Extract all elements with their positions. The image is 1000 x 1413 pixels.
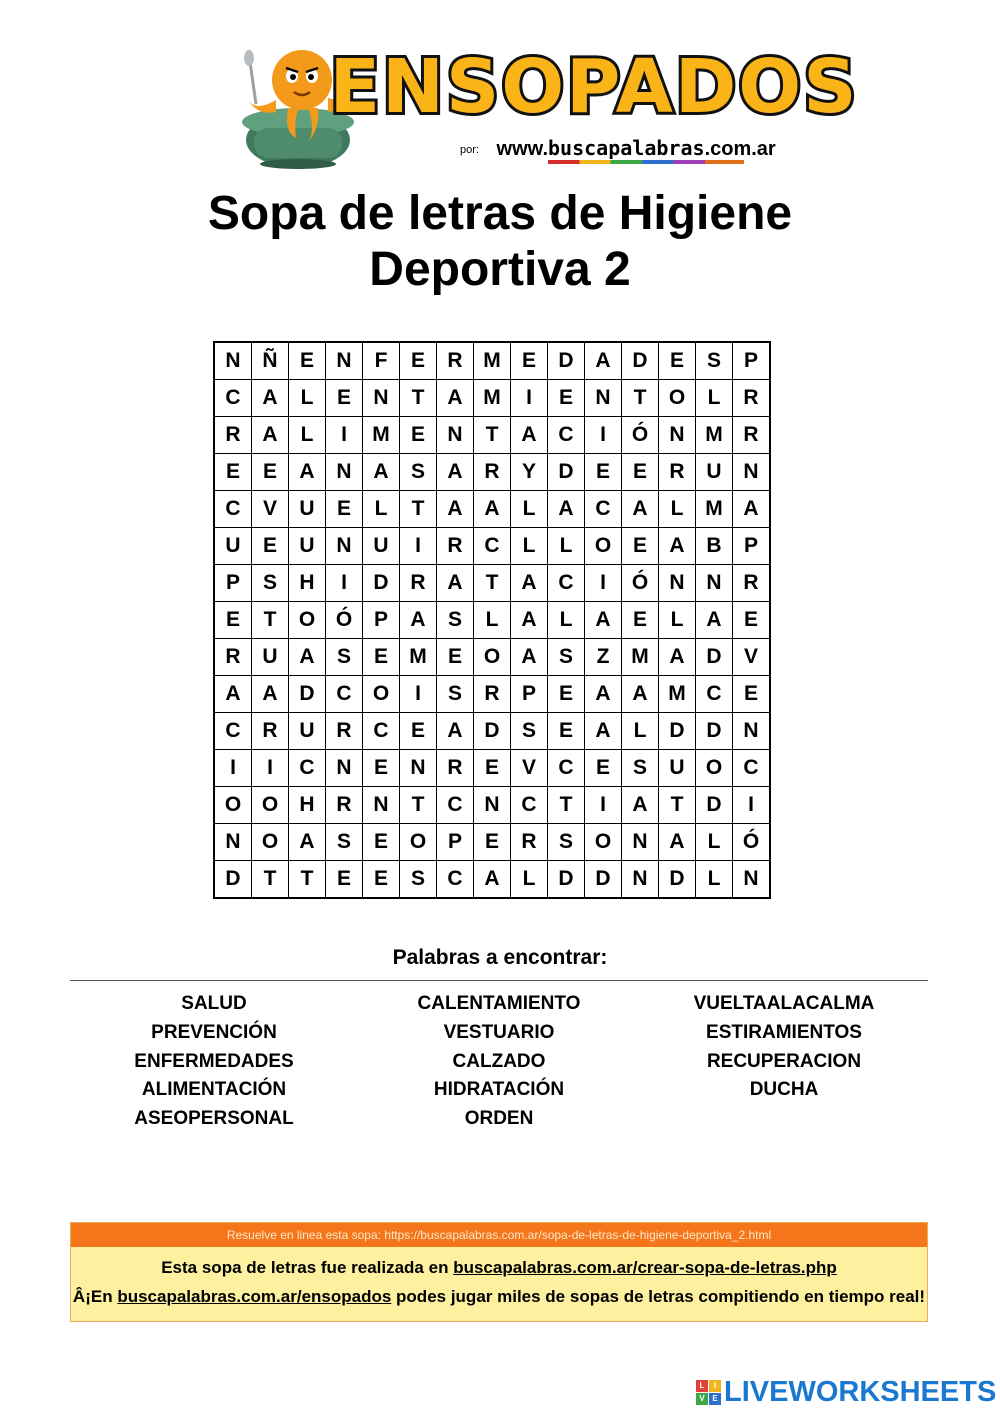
grid-cell[interactable]: N [622,861,659,899]
byline-color-stripe [548,160,744,164]
grid-cell[interactable]: D [696,639,733,676]
grid-cell[interactable]: U [289,528,326,565]
grid-cell[interactable]: R [733,565,771,602]
grid-cell[interactable]: P [511,676,548,713]
grid-cell[interactable]: E [400,713,437,750]
site-byline [460,136,776,161]
grid-cell[interactable]: C [733,750,771,787]
grid-cell[interactable]: A [622,787,659,824]
grid-row [214,639,770,676]
grid-cell[interactable]: H [289,787,326,824]
grid-cell[interactable]: C [289,750,326,787]
grid-cell[interactable]: I [214,750,252,787]
grid-cell[interactable]: A [252,417,289,454]
grid-cell[interactable]: D [289,676,326,713]
tile-4: E [709,1393,721,1405]
divider [70,980,928,981]
word-item: CALENTAMIENTO [417,993,581,1014]
grid-cell[interactable]: M [622,639,659,676]
liveworksheets-tiles-icon [696,1380,722,1406]
footer-box [70,1222,928,1322]
tile-2: I [709,1380,721,1392]
grid-cell[interactable]: N [363,787,400,824]
grid-cell[interactable]: B [696,528,733,565]
grid-cell[interactable]: N [733,713,771,750]
grid-cell[interactable]: S [696,342,733,380]
grid-cell[interactable]: O [400,824,437,861]
grid-cell[interactable]: A [511,639,548,676]
grid-cell[interactable]: O [363,676,400,713]
grid-cell[interactable]: T [252,861,289,899]
word-item: DUCHA [749,1079,819,1101]
grid-cell[interactable]: A [437,713,474,750]
grid-cell[interactable]: A [400,602,437,639]
grid-cell[interactable]: N [214,342,252,380]
grid-cell[interactable]: E [622,602,659,639]
grid-cell[interactable]: R [733,417,771,454]
grid-cell[interactable]: E [622,528,659,565]
grid-cell[interactable]: C [548,750,585,787]
title-line-2: Deportiva 2 [369,243,631,296]
grid-cell[interactable]: D [548,454,585,491]
grid-cell[interactable]: I [400,676,437,713]
grid-cell[interactable]: S [511,713,548,750]
grid-cell[interactable]: I [252,750,289,787]
grid-cell[interactable]: Z [585,639,622,676]
word-column-2 [349,990,649,1134]
grid-cell[interactable]: I [326,565,363,602]
grid-cell[interactable]: P [437,824,474,861]
grid-cell[interactable]: C [548,565,585,602]
word-item: VESTUARIO [443,1021,555,1043]
grid-cell[interactable]: A [585,342,622,380]
footer-line-1 [71,1258,927,1278]
grid-cell[interactable]: A [252,676,289,713]
grid-cell[interactable]: S [326,824,363,861]
byline-tld: .com.ar [704,138,776,160]
grid-cell[interactable]: S [400,861,437,899]
grid-cell[interactable]: A [437,454,474,491]
grid-cell[interactable]: E [326,491,363,528]
grid-cell[interactable]: C [214,491,252,528]
grid-cell[interactable]: U [696,454,733,491]
grid-cell[interactable]: R [326,713,363,750]
grid-cell[interactable]: S [252,565,289,602]
grid-cell[interactable]: M [400,639,437,676]
grid-cell[interactable]: E [252,454,289,491]
online-solve-link[interactable]: Resuelve en linea esta sopa: https://buscapalabras.com.ar/sopa-de-letras-de-higiene-deportiva_2.html [71,1223,927,1247]
grid-cell[interactable]: U [214,528,252,565]
grid-cell[interactable]: I [733,787,771,824]
ensopados-link[interactable]: buscapalabras.com.ar/ensopados [117,1287,392,1306]
grid-cell[interactable]: N [326,750,363,787]
grid-cell[interactable]: A [214,676,252,713]
grid-cell[interactable]: S [437,602,474,639]
grid-cell[interactable]: A [622,491,659,528]
grid-cell[interactable]: D [696,713,733,750]
grid-cell[interactable]: A [437,380,474,417]
title-line-1: Sopa de letras de Higiene [207,187,793,240]
word-item: ORDEN [464,1108,534,1130]
footer-line-2-suffix: podes jugar miles de sopas de letras compitiendo en tiempo real! [391,1287,926,1306]
grid-cell[interactable]: E [585,750,622,787]
grid-cell[interactable]: O [252,787,289,824]
grid-row [214,676,770,713]
grid-cell[interactable]: R [252,713,289,750]
grid-cell[interactable]: A [548,491,585,528]
word-column-3 [634,990,934,1105]
grid-cell[interactable]: R [326,787,363,824]
grid-cell[interactable]: U [659,750,696,787]
grid-cell[interactable]: R [474,454,511,491]
grid-row [214,454,770,491]
grid-cell[interactable]: T [474,565,511,602]
grid-cell[interactable]: R [437,342,474,380]
grid-cell[interactable]: A [363,454,400,491]
grid-cell[interactable]: N [733,454,771,491]
grid-cell[interactable]: D [696,787,733,824]
grid-cell[interactable]: A [474,491,511,528]
grid-cell[interactable]: R [214,639,252,676]
grid-cell[interactable]: N [214,824,252,861]
grid-cell[interactable]: P [214,565,252,602]
grid-cell[interactable]: C [214,713,252,750]
grid-row [214,861,770,899]
grid-cell[interactable]: I [511,380,548,417]
grid-cell[interactable]: A [622,676,659,713]
create-puzzle-link[interactable]: buscapalabras.com.ar/crear-sopa-de-letras.php [453,1258,837,1277]
grid-row [214,380,770,417]
grid-cell[interactable]: E [363,750,400,787]
grid-cell[interactable]: A [289,824,326,861]
footer-line-2 [71,1287,927,1307]
word-item: ALIMENTACIÓN [141,1079,287,1101]
grid-cell[interactable]: C [437,861,474,899]
grid-cell[interactable]: R [400,565,437,602]
grid-cell[interactable]: N [326,528,363,565]
grid-cell[interactable]: O [474,639,511,676]
grid-cell[interactable]: P [733,342,771,380]
word-item: SALUD [181,993,247,1014]
grid-cell[interactable]: O [659,380,696,417]
grid-cell[interactable]: Ó [622,565,659,602]
grid-cell[interactable]: E [548,713,585,750]
grid-cell[interactable]: C [214,380,252,417]
grid-cell[interactable]: E [400,342,437,380]
grid-cell[interactable]: D [548,861,585,899]
grid-cell[interactable]: M [659,676,696,713]
grid-cell[interactable]: D [548,342,585,380]
grid-cell[interactable]: A [733,491,771,528]
grid-cell[interactable]: A [659,824,696,861]
grid-cell[interactable]: T [252,602,289,639]
grid-cell[interactable]: E [214,454,252,491]
grid-cell[interactable]: T [400,787,437,824]
grid-cell[interactable]: U [363,528,400,565]
grid-cell[interactable]: M [474,380,511,417]
grid-row [214,750,770,787]
liveworksheets-text: LIVEWORKSHEETS [724,1376,997,1408]
grid-cell[interactable]: E [511,342,548,380]
grid-row [214,602,770,639]
grid-cell[interactable]: E [548,380,585,417]
grid-cell[interactable]: Ó [733,824,771,861]
grid-cell[interactable]: A [252,380,289,417]
grid-cell[interactable]: D [363,565,400,602]
grid-cell[interactable]: A [696,602,733,639]
word-item: HIDRATACIÓN [433,1079,565,1101]
grid-cell[interactable]: T [400,491,437,528]
grid-cell[interactable]: E [289,342,326,380]
grid-cell[interactable]: N [659,565,696,602]
grid-cell[interactable]: R [214,417,252,454]
grid-cell[interactable]: R [437,528,474,565]
grid-cell[interactable]: A [585,713,622,750]
grid-cell[interactable]: L [363,491,400,528]
grid-cell[interactable]: D [585,861,622,899]
grid-cell[interactable]: D [474,713,511,750]
grid-cell[interactable]: I [585,787,622,824]
grid-cell[interactable]: N [733,861,771,899]
grid-cell[interactable]: O [289,602,326,639]
word-column-1 [64,990,364,1134]
grid-cell[interactable]: N [437,417,474,454]
word-item: VUELTAALACALMA [693,993,875,1014]
grid-cell[interactable]: L [622,713,659,750]
grid-cell[interactable]: R [659,454,696,491]
grid-cell[interactable]: I [585,565,622,602]
grid-cell[interactable]: N [622,824,659,861]
grid-cell[interactable]: A [474,861,511,899]
grid-cell[interactable]: R [474,676,511,713]
grid-cell[interactable]: S [548,824,585,861]
grid-cell[interactable]: E [363,639,400,676]
grid-cell[interactable]: R [511,824,548,861]
grid-cell[interactable]: D [659,713,696,750]
footer-line-2-prefix: Â¡En [72,1287,118,1306]
grid-cell[interactable]: T [548,787,585,824]
grid-cell[interactable]: L [659,602,696,639]
grid-cell[interactable]: C [474,528,511,565]
grid-cell[interactable]: E [437,639,474,676]
grid-cell[interactable]: A [289,639,326,676]
grid-cell[interactable]: A [659,528,696,565]
grid-cell[interactable]: S [400,454,437,491]
grid-cell[interactable]: L [548,528,585,565]
grid-cell[interactable]: E [474,750,511,787]
word-item: RECUPERACION [706,1050,862,1072]
grid-cell[interactable]: M [696,417,733,454]
grid-cell[interactable]: V [733,639,771,676]
grid-cell[interactable]: N [400,750,437,787]
grid-cell[interactable]: P [733,528,771,565]
grid-cell[interactable]: O [214,787,252,824]
grid-cell[interactable]: C [696,676,733,713]
grid-cell[interactable]: C [363,713,400,750]
grid-cell[interactable]: F [363,342,400,380]
grid-cell[interactable]: Ó [326,602,363,639]
grid-cell[interactable]: L [548,602,585,639]
grid-cell[interactable]: U [289,713,326,750]
grid-row [214,342,770,380]
word-item: PREVENCIÓN [151,1021,277,1043]
grid-cell[interactable]: D [214,861,252,899]
grid-cell[interactable]: E [326,380,363,417]
word-item: ESTIRAMIENTOS [706,1021,862,1043]
logo-text: ENSOPADOS [329,44,859,130]
grid-cell[interactable]: U [252,639,289,676]
word-item: ASEOPERSONAL [134,1108,294,1130]
word-item: CALZADO [452,1050,546,1072]
grid-cell[interactable]: E [363,861,400,899]
grid-cell[interactable]: N [326,342,363,380]
tile-1: L [696,1380,708,1392]
grid-cell[interactable]: E [733,676,771,713]
grid-cell[interactable]: N [363,380,400,417]
byline-por: por: [460,143,479,156]
grid-cell[interactable]: M [474,342,511,380]
grid-cell[interactable]: R [437,750,474,787]
tile-3: V [696,1393,708,1405]
grid-cell[interactable]: M [696,491,733,528]
grid-cell[interactable]: A [289,454,326,491]
grid-cell[interactable]: E [252,528,289,565]
grid-cell[interactable]: S [437,676,474,713]
grid-cell[interactable]: I [585,417,622,454]
grid-cell[interactable]: E [474,824,511,861]
grid-cell[interactable]: E [585,454,622,491]
grid-cell[interactable]: C [437,787,474,824]
grid-cell[interactable]: L [289,380,326,417]
grid-cell[interactable]: E [363,824,400,861]
grid-cell[interactable]: E [326,861,363,899]
grid-cell[interactable]: L [474,602,511,639]
grid-cell[interactable]: Ó [622,417,659,454]
grid-cell[interactable]: A [511,417,548,454]
grid-cell[interactable]: Y [511,454,548,491]
grid-row [214,491,770,528]
grid-row [214,417,770,454]
grid-cell[interactable]: E [214,602,252,639]
grid-cell[interactable]: U [289,491,326,528]
grid-cell[interactable]: S [548,639,585,676]
grid-cell[interactable]: L [511,861,548,899]
byline-brand: buscapalabras [548,136,705,160]
grid-cell[interactable]: D [659,861,696,899]
grid-cell[interactable]: T [400,380,437,417]
grid-cell[interactable]: E [400,417,437,454]
word-search-grid [213,341,771,899]
grid-cell[interactable]: A [585,602,622,639]
grid-cell[interactable]: E [733,602,771,639]
grid-cell[interactable]: C [548,417,585,454]
grid-cell[interactable]: L [659,491,696,528]
grid-cell[interactable]: T [622,380,659,417]
grid-cell[interactable]: O [585,528,622,565]
grid-cell[interactable]: T [474,417,511,454]
grid-cell[interactable]: I [400,528,437,565]
grid-cell[interactable]: C [326,676,363,713]
grid-cell[interactable]: V [511,750,548,787]
grid-cell[interactable]: C [511,787,548,824]
grid-cell[interactable]: V [252,491,289,528]
grid-cell[interactable]: A [437,565,474,602]
grid-cell[interactable]: S [622,750,659,787]
grid-cell[interactable]: O [585,824,622,861]
grid-cell[interactable]: N [326,454,363,491]
ensopados-logo [329,44,859,130]
grid-cell[interactable]: T [659,787,696,824]
grid-cell[interactable]: A [437,491,474,528]
grid-cell[interactable]: L [511,528,548,565]
grid-cell[interactable]: D [622,342,659,380]
grid-cell[interactable]: L [696,380,733,417]
grid-cell[interactable]: L [289,417,326,454]
grid-cell[interactable]: E [659,342,696,380]
grid-cell[interactable]: T [289,861,326,899]
grid-cell[interactable]: L [696,861,733,899]
grid-cell[interactable]: A [511,565,548,602]
grid-cell[interactable]: N [585,380,622,417]
grid-row [214,824,770,861]
grid-cell[interactable]: A [511,602,548,639]
grid-cell[interactable]: S [326,639,363,676]
byline-www: www. [496,138,549,160]
grid-cell[interactable]: R [733,380,771,417]
grid-row [214,565,770,602]
grid-cell[interactable]: C [585,491,622,528]
grid-cell[interactable]: L [511,491,548,528]
words-heading: Palabras a encontrar: [392,946,608,969]
grid-cell[interactable]: O [252,824,289,861]
grid-cell[interactable]: H [289,565,326,602]
grid-cell[interactable]: N [659,417,696,454]
grid-row [214,713,770,750]
word-item: ENFERMEDADES [134,1050,294,1072]
grid-cell[interactable]: E [548,676,585,713]
grid-cell[interactable]: E [622,454,659,491]
grid-cell[interactable]: A [585,676,622,713]
page-title [0,186,1000,298]
grid-cell[interactable]: Ñ [252,342,289,380]
grid-row [214,528,770,565]
grid-cell[interactable]: P [363,602,400,639]
grid-cell[interactable]: A [659,639,696,676]
grid-cell[interactable]: I [326,417,363,454]
grid-cell[interactable]: L [696,824,733,861]
grid-row [214,787,770,824]
grid-cell[interactable]: N [474,787,511,824]
grid-cell[interactable]: O [696,750,733,787]
footer-line-1-text: Esta sopa de letras fue realizada en [161,1258,454,1277]
grid-cell[interactable]: N [696,565,733,602]
grid-cell[interactable]: M [363,417,400,454]
